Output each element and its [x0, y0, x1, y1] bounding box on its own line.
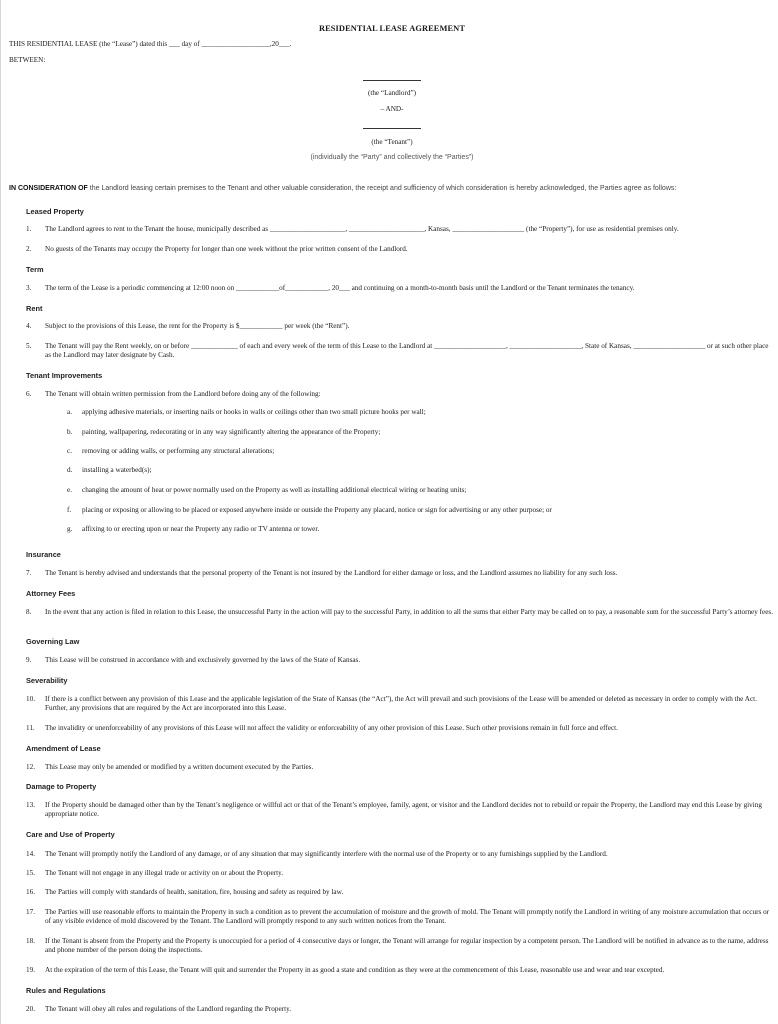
clause-text: The Landlord agrees to rent to the Tenant the house, municipally described as _____________________, _____________________, Kansas, ____________________ (the “Property”), for use as residential premises only.: [45, 225, 679, 233]
clause-text: The term of the Lease is a periodic commencing at 12:00 noon on ____________of____________, 20___ and continuing on a month-to-month basis until the Landlord or the Tenant terminates the tenancy.: [45, 284, 635, 292]
clause-text: The Parties will comply with standards of health, sanitation, fire, housing and safety as required by law.: [45, 888, 344, 896]
clause-number: 1.: [26, 225, 32, 233]
intro-line: THIS RESIDENTIAL LEASE (the “Lease”) dated this ___ day of ___________________,20___.: [9, 40, 292, 48]
subclause-letter: d.: [67, 466, 73, 474]
clause-text: This Lease may only be amended or modified by a written document executed by the Parties.: [45, 763, 314, 771]
clause-number: 7.: [26, 569, 32, 577]
and-label: – AND-: [380, 105, 404, 113]
subclause-letter: b.: [67, 428, 73, 436]
clause-number: 13.: [26, 801, 35, 809]
clause-number: 20.: [26, 1005, 35, 1013]
landlord-signature-line: [363, 80, 421, 81]
clause-number: 9.: [26, 656, 32, 664]
tenant-signature-line: [363, 128, 421, 129]
clause-text: This Lease will be construed in accordance with and exclusively governed by the laws of the State of Kansas.: [45, 656, 361, 664]
consideration-text: the Landlord leasing certain premises to the Tenant and other valuable consideration, the receipt and sufficiency of which consideration is hereby acknowledged, the Parties agree as follows:: [87, 185, 677, 192]
clause-text: The Tenant will not engage in any illegal trade or activity on or about the Property.: [45, 869, 284, 877]
clause-number: 8.: [26, 608, 32, 616]
consideration-lead: IN CONSIDERATION OF: [9, 185, 88, 192]
clause-number: 11.: [26, 724, 35, 732]
subclause-letter: f.: [67, 506, 72, 514]
clause-text: The invalidity or unenforceability of any provisions of this Lease will not affect the validity or enforceability of any other provision of this Lease. Such other provisions remain in full force and effect.: [45, 724, 618, 732]
heading-insurance: Insurance: [26, 550, 61, 559]
between-label: BETWEEN:: [9, 56, 46, 64]
clause-text: If the Property should be damaged other than by the Tenant’s negligence or willful act or that of the Tenant’s employee, family, agent, or visitor and the Landlord decides not to rebuild or repair the Property, the Landlord may end this Lease by giving appropriate notice.: [45, 801, 762, 818]
clause-number: 14.: [26, 850, 35, 858]
clause-number: 6.: [26, 390, 32, 398]
heading-tenant-improvements: Tenant Improvements: [26, 371, 103, 380]
parties-label: (individually the “Party” and collectively the “Parties”): [310, 154, 474, 161]
clause-text: At the expiration of the term of this Lease, the Tenant will quit and surrender the Property in as good a state and condition as they were at the commencement of this Lease, reasonable use and wear and tear excepted.: [45, 966, 665, 974]
clause-text: The Tenant will promptly notify the Landlord of any damage, or of any situation that may significantly interfere with the normal use of the Property or to any furnishings supplied by the Landlord.: [45, 850, 608, 858]
clause-number: 16.: [26, 888, 35, 896]
clause-text: The Tenant will obtain written permission from the Landlord before doing any of the following:: [45, 390, 321, 398]
heading-rules: Rules and Regulations: [26, 986, 106, 995]
clause-text: If there is a conflict between any provision of this Lease and the applicable legislation of the State of Kansas (the “Act”), the Act will prevail and such provisions of the Lease will be amended or deleted as necessary in order to comply with the Act. Further, any provisions that are required by the Act are incorporated into this Lease.: [45, 695, 757, 712]
clause-text: The Tenant will obey all rules and regulations of the Landlord regarding the Property.: [45, 1005, 291, 1013]
clause-number: 18.: [26, 937, 35, 945]
clause-text: If the Tenant is absent from the Property and the Property is unoccupied for a period of 4 consecutive days or longer, the Tenant will arrange for regular inspection by a competent person. The Landlord will be notified in advance as to the name, address and phone number of the person doing the inspections.: [45, 937, 769, 954]
subclause-text: installing a waterbed(s);: [82, 466, 152, 474]
clause-number: 19.: [26, 966, 35, 974]
clause-number: 5.: [26, 342, 32, 350]
clause-number: 10.: [26, 695, 35, 703]
landlord-label: (the “Landlord”): [367, 89, 417, 97]
clause-text: The Tenant is hereby advised and understands that the personal property of the Tenant is not insured by the Landlord for either damage or loss, and the Landlord assumes no liability for any such loss.: [45, 569, 618, 577]
subclause-text: placing or exposing or allowing to be placed or exposed anywhere inside or outside the Property any placard, notice or sign for advertising or any other purpose; or: [82, 506, 552, 514]
heading-governing-law: Governing Law: [26, 637, 80, 646]
subclause-letter: e.: [67, 486, 72, 494]
subclause-letter: a.: [67, 408, 72, 416]
clause-text: In the event that any action is filed in relation to this Lease, the unsuccessful Party in the action will pay to the successful Party, in addition to all the sums that either Party may be called on to pay, a reasonable sum for the successful Party’s attorney fees.: [45, 608, 773, 616]
heading-amendment: Amendment of Lease: [26, 744, 101, 753]
subclause-text: applying adhesive materials, or inserting nails or hooks in walls or ceilings other than two small picture hooks per wall;: [82, 408, 426, 416]
heading-rent: Rent: [26, 304, 43, 313]
subclause-letter: c.: [67, 447, 72, 455]
heading-leased-property: Leased Property: [26, 207, 84, 216]
clause-number: 2.: [26, 245, 32, 253]
heading-attorney-fees: Attorney Fees: [26, 589, 76, 598]
clause-number: 17.: [26, 908, 35, 916]
clause-text: Subject to the provisions of this Lease, the rent for the Property is $____________ per week (the “Rent”).: [45, 322, 350, 330]
subclause-text: affixing to or erecting upon or near the Property any radio or TV antenna or tower.: [82, 525, 320, 533]
document-title: RESIDENTIAL LEASE AGREEMENT: [318, 24, 466, 33]
subclause-letter: g.: [67, 525, 73, 533]
heading-severability: Severability: [26, 676, 68, 685]
clause-number: 15.: [26, 869, 35, 877]
clause-number: 12.: [26, 763, 35, 771]
subclause-text: changing the amount of heat or power normally used on the Property as well as installing additional electrical wiring or heating units;: [82, 486, 467, 494]
consideration-paragraph: [9, 185, 778, 194]
subclause-text: painting, wallpapering, redecorating or in any way significantly altering the appearance of the Property;: [82, 428, 381, 436]
clause-text: No guests of the Tenants may occupy the Property for longer than one week without the prior written consent of the Landlord.: [45, 245, 408, 253]
subclause-text: removing or adding walls, or performing any structural alterations;: [82, 447, 275, 455]
clause-number: 4.: [26, 322, 32, 330]
tenant-label: (the “Tenant”): [371, 138, 413, 146]
heading-term: Term: [26, 265, 44, 274]
heading-damage: Damage to Property: [26, 782, 97, 791]
clause-text: The Tenant will pay the Rent weekly, on or before _____________ of each and every week of the term of this Lease to the Landlord at ____________________, ____________________, State of Kansas, ____________________ or at such other place as the Landlord may later designate by Cash.: [45, 342, 769, 359]
clause-number: 3.: [26, 284, 32, 292]
clause-text: The Parties will use reasonable efforts to maintain the Property in such a condition as to prevent the accumulation of moisture and the growth of mold. The Tenant will promptly notify the Landlord in writing of any moisture accumulation that occurs or of any visible evidence of mold discovered by the Tenant. The Landlord will promptly respond to any such written notices from the Tenant.: [45, 908, 770, 925]
heading-care: Care and Use of Property: [26, 830, 115, 839]
